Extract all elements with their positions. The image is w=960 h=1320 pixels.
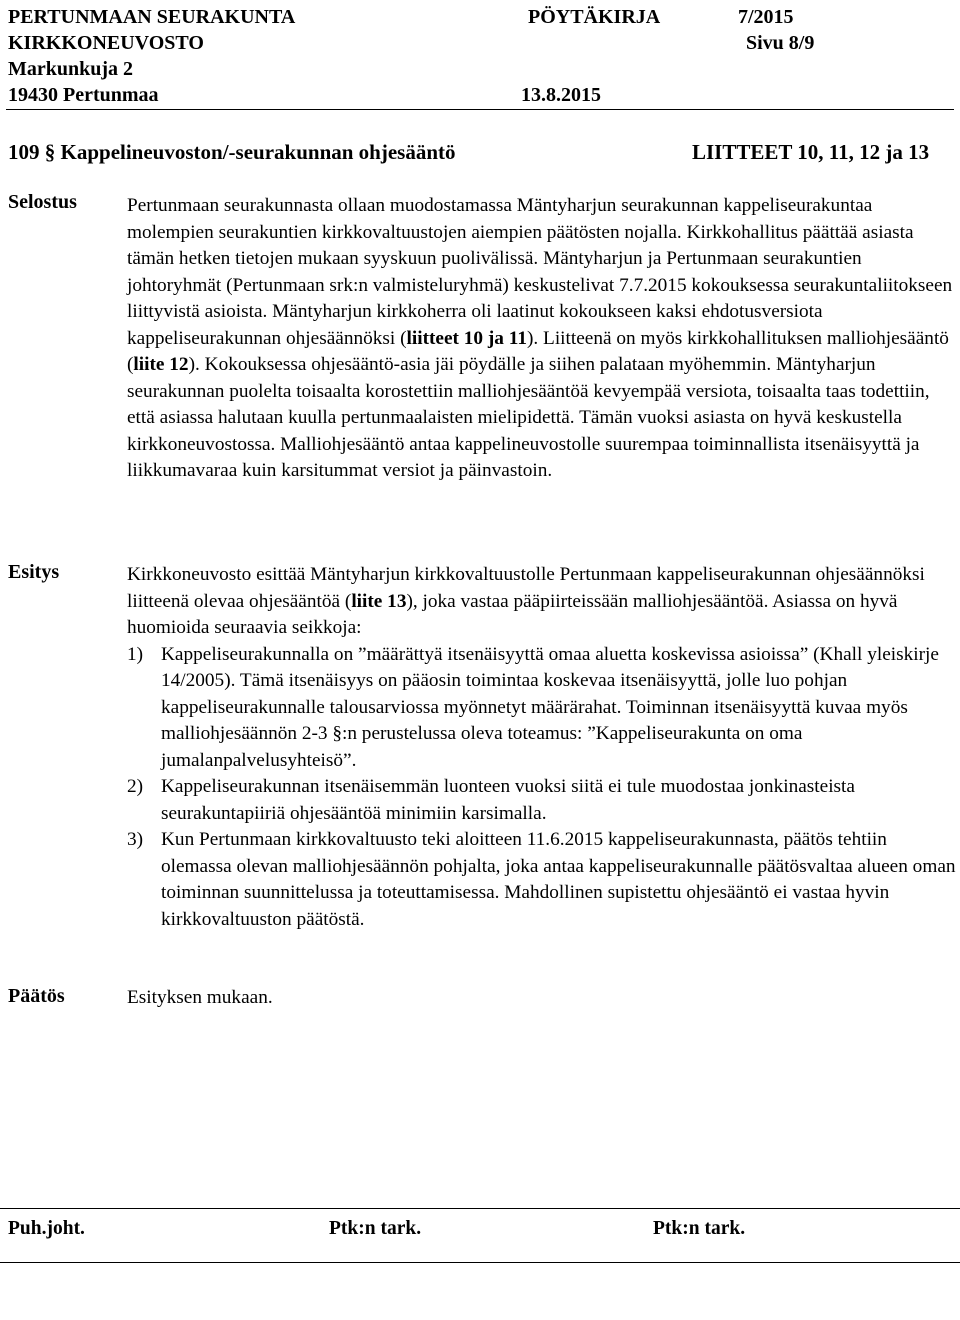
selostus-paragraph	[127, 193, 957, 485]
signature-divider	[0, 1262, 960, 1263]
selostus-text	[127, 193, 957, 485]
header-row-3	[8, 56, 952, 82]
list-item-number: 2)	[127, 776, 144, 797]
list-item-text: Kun Pertunmaan kirkkovaltuusto teki aloitteen 11.6.2015 kappeliseurakunnasta, päätös tehtiin olemassa olevan malliohjesäännön pohjalta, joka antaa kappeliseurakunnalle päätösvaltaa alueen oman toiminnan suunnittelussa ja toteuttamisessa. Mahdollinen supistettu ohjesääntö ei vastaa hyvin kirkkovaltuuston päätöstä.	[161, 829, 956, 930]
selostus-part-3: ). Kokouksessa ohjesääntö-asia jäi pöydälle ja siihen palataan myöhemmin. Mäntyharjun seurakunnan puolelta toisaalta korostettiin malliohjesääntöä kevyempää versiota, toisaalta taas todettiin, että asiassa halutaan kuulla pertunmaalaisten mielipidettä. Tämän vuoksi asiasta on hyvä keskustella kirkkoneuvostossa. Malliohjesääntö antaa kappelineuvostolle suurempaa toiminnallista itsenäisyyttä ja liikkumavaraa kuin karsitummat versiot ja päinvastoin.	[127, 354, 930, 481]
header-row-2	[8, 30, 952, 56]
board-name: KIRKKONEUVOSTO	[8, 32, 204, 54]
paatos-label: Päätös	[8, 985, 65, 1007]
section-number-title: 109 § Kappelineuvoston/-seurakunnan ohjesääntö	[8, 140, 456, 164]
document-number: 7/2015	[738, 6, 794, 28]
list-item-text: Kappeliseurakunnalla on ”määrättyä itsenäisyyttä omaa aluetta koskevissa asioissa” (Khall yleiskirje 14/2005). Tämä itsenäisyys on pääosin toimintaa koskevaa itsenäisyyttä, jolle luo pohjan kappeliseurakunnalle talousarviossa myönnetyt määrärahat. Toiminnan itsenäisyyttä kuvaa myös malliohjesäännön 2-3 §:n perustelussa oleva toteamus: ”Kappeliseurakunta on oma jumalanpalvelusyhteisö”.	[161, 643, 939, 771]
selostus-part-2: ). Liitteenä on myös kirkkohallituksen malliohjesääntö (	[127, 327, 949, 375]
selostus-part-1: Pertunmaan seurakunnasta ollaan muodostamassa Mäntyharjun seurakunnan kappeliseurakuntaa molempien seurakuntien kirkkovaltuustojen aiempien päätösten nojalla. Kirkkohallitus päättää asiasta tämän hetken tietojen mukaan syyskuun puolivälissä. Mäntyharjun ja Pertunmaan seurakuntien johtoryhmät (Pertunmaan srk:n valmisteluryhmä) keskustelivat 7.7.2015 kokouksessa seurakuntaliitokseen liittyvistä asioista. Mäntyharjun kirkkoherra oli laatinut kokoukseen kaksi ehdotusversiota kappeliseurakunnan ohjesäännöksi (	[127, 195, 953, 349]
header-divider	[6, 109, 954, 110]
minutes-checker-2-label: Ptk:n tark.	[653, 1218, 746, 1239]
esitys-list	[127, 642, 957, 934]
list-item	[127, 774, 957, 827]
list-item	[127, 827, 957, 933]
list-item-number: 1)	[127, 643, 144, 665]
list-item	[127, 642, 957, 775]
header-row-1	[8, 4, 952, 30]
list-item-number: 3)	[127, 829, 144, 850]
esitys-part-1: Kirkkoneuvosto esittää Mäntyharjun kirkkovaltuustolle Pertunmaan kappeliseurakunnan ohjesäännöksi liitteenä olevaa ohjesääntöä (	[127, 564, 925, 612]
page-number: Sivu 8/9	[746, 32, 815, 54]
chair-signature-label: Puh.joht.	[8, 1218, 85, 1239]
esitys-label: Esitys	[8, 561, 60, 583]
section-title	[8, 140, 952, 165]
signature-table	[0, 1208, 960, 1320]
esitys-intro	[127, 562, 957, 642]
street-address: Markunkuja 2	[8, 58, 134, 80]
document-header	[8, 4, 952, 108]
minutes-checker-1-label: Ptk:n tark.	[329, 1218, 422, 1239]
attachment-ref-13: liite 13	[351, 590, 407, 612]
selostus-label: Selostus	[8, 191, 77, 213]
document-type: PÖYTÄKIRJA	[528, 6, 661, 28]
attachment-ref-10-11: liitteet 10 ja 11	[406, 327, 527, 349]
header-row-4	[8, 82, 952, 108]
postal-address: 19430 Pertunmaa	[8, 84, 159, 106]
meeting-date: 13.8.2015	[521, 84, 601, 106]
attachment-ref-12: liite 12	[133, 354, 189, 375]
organization-name: PERTUNMAAN SEURAKUNTA	[8, 6, 296, 28]
list-item-text: Kappeliseurakunnan itsenäisemmän luonteen vuoksi siitä ei tule muodostaa jonkinasteista seurakuntapiiriä ohjesääntöä minimiin karsimalla.	[161, 776, 855, 824]
esitys-text	[127, 562, 957, 933]
attachments-list: LIITTEET 10, 11, 12 ja 13	[692, 140, 930, 164]
paatos-text: Esityksen mukaan.	[127, 987, 273, 1008]
esitys-part-2: ), joka vastaa pääpiirteissään malliohjesääntöä. Asiassa on hyvä huomioida seuraavia seikkoja:	[127, 590, 898, 638]
